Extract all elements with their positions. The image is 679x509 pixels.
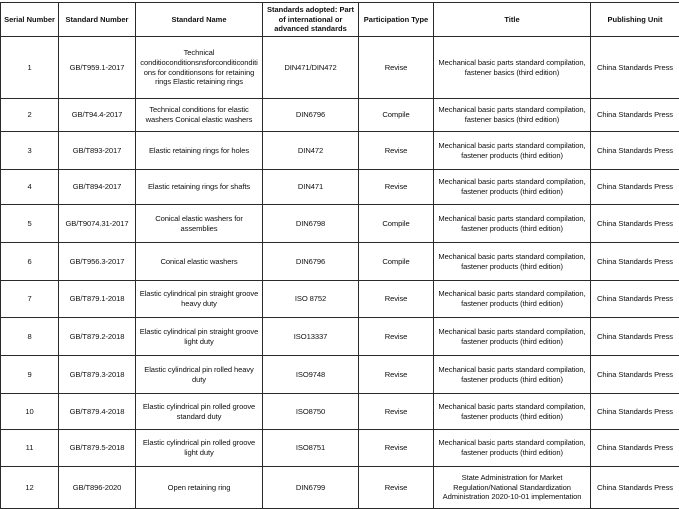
adopted-standard-cell: DIN6798	[263, 205, 359, 243]
title-cell: Mechanical basic parts standard compilation, fastener products (third edition)	[434, 281, 591, 318]
standard-number-cell: GB/T956.3-2017	[59, 243, 136, 281]
adopted-standard-cell: ISO9748	[263, 356, 359, 394]
participation-type-cell: Revise	[359, 356, 434, 394]
header-standard-number: Standard Number	[59, 3, 136, 37]
adopted-standard-cell: DIN472	[263, 132, 359, 170]
adopted-standard-cell: DIN471/DIN472	[263, 37, 359, 99]
participation-type-cell: Revise	[359, 467, 434, 509]
adopted-standard-cell: ISO13337	[263, 318, 359, 356]
participation-type-cell: Revise	[359, 132, 434, 170]
title-cell: Mechanical basic parts standard compilation, fastener products (third edition)	[434, 170, 591, 205]
publishing-unit-cell: China Standards Press	[591, 170, 679, 205]
serial-cell: 11	[1, 430, 59, 467]
standard-name-cell: Elastic cylindrical pin rolled groove standard duty	[136, 394, 263, 430]
standard-name-cell: Technical conditioconditionsnsforconditiconditions for conditionsons for retaining rings Elastic retaining rings	[136, 37, 263, 99]
adopted-standard-cell: DIN6796	[263, 243, 359, 281]
header-standard-name: Standard Name	[136, 3, 263, 37]
header-row	[1, 3, 679, 37]
participation-type-cell: Compile	[359, 205, 434, 243]
table-row	[1, 170, 679, 205]
standard-number-cell: GB/T9074.31-2017	[59, 205, 136, 243]
table-row	[1, 318, 679, 356]
table-row	[1, 205, 679, 243]
standard-name-cell: Elastic cylindrical pin straight groove light duty	[136, 318, 263, 356]
participation-type-cell: Revise	[359, 281, 434, 318]
participation-type-cell: Compile	[359, 99, 434, 132]
table-row	[1, 99, 679, 132]
publishing-unit-cell: China Standards Press	[591, 132, 679, 170]
participation-type-cell: Revise	[359, 37, 434, 99]
standard-name-cell: Elastic cylindrical pin rolled groove light duty	[136, 430, 263, 467]
table-row	[1, 243, 679, 281]
standard-number-cell: GB/T959.1-2017	[59, 37, 136, 99]
participation-type-cell: Revise	[359, 170, 434, 205]
serial-cell: 5	[1, 205, 59, 243]
adopted-standard-cell: DIN6796	[263, 99, 359, 132]
standard-number-cell: GB/T894-2017	[59, 170, 136, 205]
title-cell: Mechanical basic parts standard compilation, fastener products (third edition)	[434, 243, 591, 281]
adopted-standard-cell: DIN471	[263, 170, 359, 205]
title-cell: Mechanical basic parts standard compilation, fastener basics (third edition)	[434, 99, 591, 132]
standard-name-cell: Elastic cylindrical pin rolled heavy duty	[136, 356, 263, 394]
serial-cell: 12	[1, 467, 59, 509]
table-row	[1, 356, 679, 394]
table-row	[1, 132, 679, 170]
serial-cell: 3	[1, 132, 59, 170]
serial-cell: 8	[1, 318, 59, 356]
participation-type-cell: Revise	[359, 394, 434, 430]
header-serial-number: Serial Number	[1, 3, 59, 37]
header-adopted-standards: Standards adopted: Part of international or advanced standards	[263, 3, 359, 37]
participation-type-cell: Revise	[359, 318, 434, 356]
serial-cell: 7	[1, 281, 59, 318]
serial-cell: 4	[1, 170, 59, 205]
header-participation-type: Participation Type	[359, 3, 434, 37]
standard-number-cell: GB/T893-2017	[59, 132, 136, 170]
serial-cell: 6	[1, 243, 59, 281]
publishing-unit-cell: China Standards Press	[591, 281, 679, 318]
serial-cell: 1	[1, 37, 59, 99]
title-cell: Mechanical basic parts standard compilation, fastener basics (third edition)	[434, 37, 591, 99]
title-cell: Mechanical basic parts standard compilation, fastener products (third edition)	[434, 430, 591, 467]
serial-cell: 10	[1, 394, 59, 430]
standard-name-cell: Elastic retaining rings for shafts	[136, 170, 263, 205]
table-row	[1, 430, 679, 467]
publishing-unit-cell: China Standards Press	[591, 99, 679, 132]
table-row	[1, 467, 679, 509]
table-row	[1, 37, 679, 99]
publishing-unit-cell: China Standards Press	[591, 205, 679, 243]
publishing-unit-cell: China Standards Press	[591, 467, 679, 509]
serial-cell: 2	[1, 99, 59, 132]
publishing-unit-cell: China Standards Press	[591, 318, 679, 356]
standard-number-cell: GB/T94.4-2017	[59, 99, 136, 132]
adopted-standard-cell: ISO8750	[263, 394, 359, 430]
title-cell: Mechanical basic parts standard compilation, fastener products (third edition)	[434, 318, 591, 356]
standard-number-cell: GB/T879.3-2018	[59, 356, 136, 394]
adopted-standard-cell: ISO8751	[263, 430, 359, 467]
standard-number-cell: GB/T896-2020	[59, 467, 136, 509]
header-publishing-unit: Publishing Unit	[591, 3, 679, 37]
serial-cell: 9	[1, 356, 59, 394]
standard-name-cell: Technical conditions for elastic washers Conical elastic washers	[136, 99, 263, 132]
adopted-standard-cell: DIN6799	[263, 467, 359, 509]
publishing-unit-cell: China Standards Press	[591, 37, 679, 99]
title-cell: Mechanical basic parts standard compilation, fastener products (third edition)	[434, 356, 591, 394]
title-cell: State Administration for Market Regulation/National Standardization Administration 2020-10-01 implementation	[434, 467, 591, 509]
standard-number-cell: GB/T879.1-2018	[59, 281, 136, 318]
participation-type-cell: Compile	[359, 243, 434, 281]
header-title: Title	[434, 3, 591, 37]
adopted-standard-cell: ISO 8752	[263, 281, 359, 318]
publishing-unit-cell: China Standards Press	[591, 430, 679, 467]
standard-name-cell: Elastic cylindrical pin straight groove heavy duty	[136, 281, 263, 318]
standard-number-cell: GB/T879.4-2018	[59, 394, 136, 430]
table-row	[1, 394, 679, 430]
publishing-unit-cell: China Standards Press	[591, 394, 679, 430]
standard-number-cell: GB/T879.2-2018	[59, 318, 136, 356]
participation-type-cell: Revise	[359, 430, 434, 467]
table-row	[1, 281, 679, 318]
title-cell: Mechanical basic parts standard compilation, fastener products (third edition)	[434, 205, 591, 243]
publishing-unit-cell: China Standards Press	[591, 243, 679, 281]
standard-name-cell: Open retaining ring	[136, 467, 263, 509]
standards-table	[0, 2, 679, 509]
publishing-unit-cell: China Standards Press	[591, 356, 679, 394]
title-cell: Mechanical basic parts standard compilation, fastener products (third edition)	[434, 394, 591, 430]
standard-name-cell: Elastic retaining rings for holes	[136, 132, 263, 170]
title-cell: Mechanical basic parts standard compilation, fastener products (third edition)	[434, 132, 591, 170]
standard-name-cell: Conical elastic washers	[136, 243, 263, 281]
standard-number-cell: GB/T879.5-2018	[59, 430, 136, 467]
standard-name-cell: Conical elastic washers for assemblies	[136, 205, 263, 243]
